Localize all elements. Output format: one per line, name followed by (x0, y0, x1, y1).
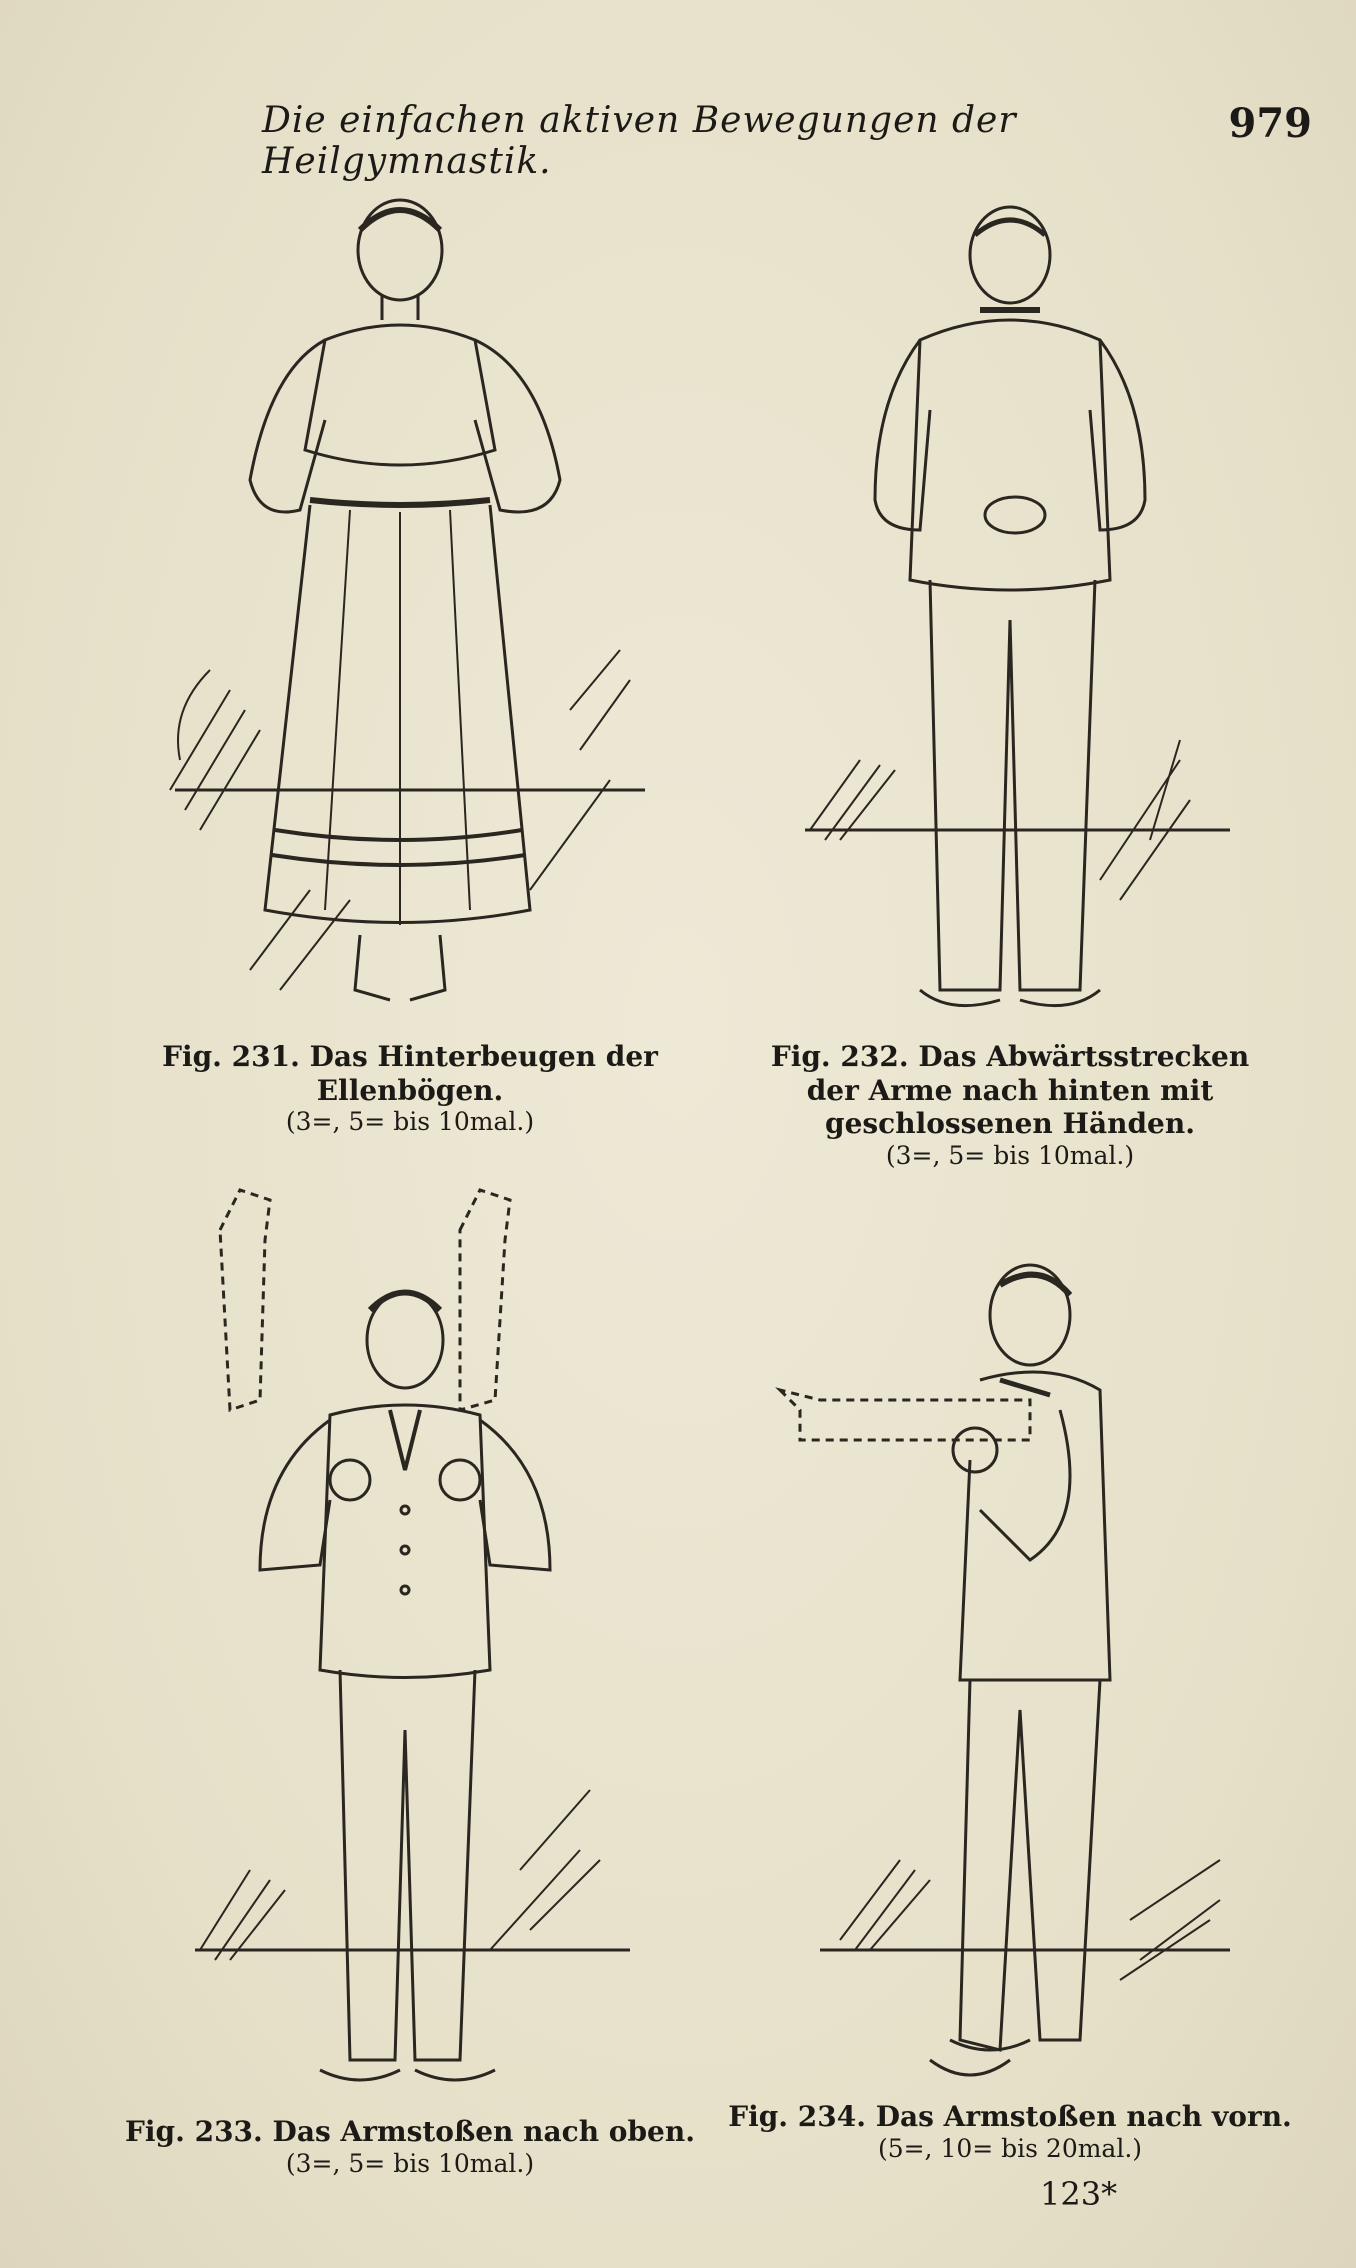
figure-234-name: Das Armstoßen nach vorn. (875, 2100, 1292, 2133)
figure-233-caption (110, 2115, 710, 2179)
figure-233-label: Fig. 233. (125, 2115, 263, 2148)
figure-233-title (110, 2115, 710, 2149)
figure-232-illustration (800, 200, 1260, 1020)
running-header: Die einfachen aktiven Bewegungen der Heilgymnastik. (262, 100, 1017, 182)
figure-232-reps: (3=, 5= bis 10mal.) (885, 1140, 1135, 1170)
figure-231-illustration (150, 190, 650, 1020)
figure-234-title (720, 2100, 1300, 2134)
signature-mark: 123* (1040, 2175, 1118, 2213)
page-number: 979 (1228, 100, 1312, 147)
figure-233-reps: (3=, 5= bis 10mal.) (285, 2148, 535, 2178)
figure-234-illustration (760, 1260, 1240, 2120)
figure-234-reps: (5=, 10= bis 20mal.) (877, 2133, 1143, 2163)
figure-232-title (740, 1040, 1280, 1141)
figure-232-label: Fig. 232. (770, 1040, 909, 1073)
figure-231-label: Fig. 231. (162, 1040, 300, 1073)
figure-231-title (110, 1040, 710, 1107)
figure-233-name: Das Armstoßen nach oben. (272, 2115, 695, 2148)
figure-231-reps: (3=, 5= bis 10mal.) (285, 1107, 535, 1137)
figure-233-illustration (190, 1170, 640, 2120)
figure-232-caption (740, 1040, 1280, 1171)
figure-232-name: Das Abwärtsstrecken der Arme nach hinten mit geschlossenen Händen. (806, 1040, 1250, 1141)
figure-234-caption (720, 2100, 1300, 2164)
figure-234-label: Fig. 234. (728, 2100, 866, 2133)
figure-231-caption (110, 1040, 710, 1137)
figure-231-name: Das Hinterbeugen der Ellenbögen. (309, 1040, 658, 1107)
